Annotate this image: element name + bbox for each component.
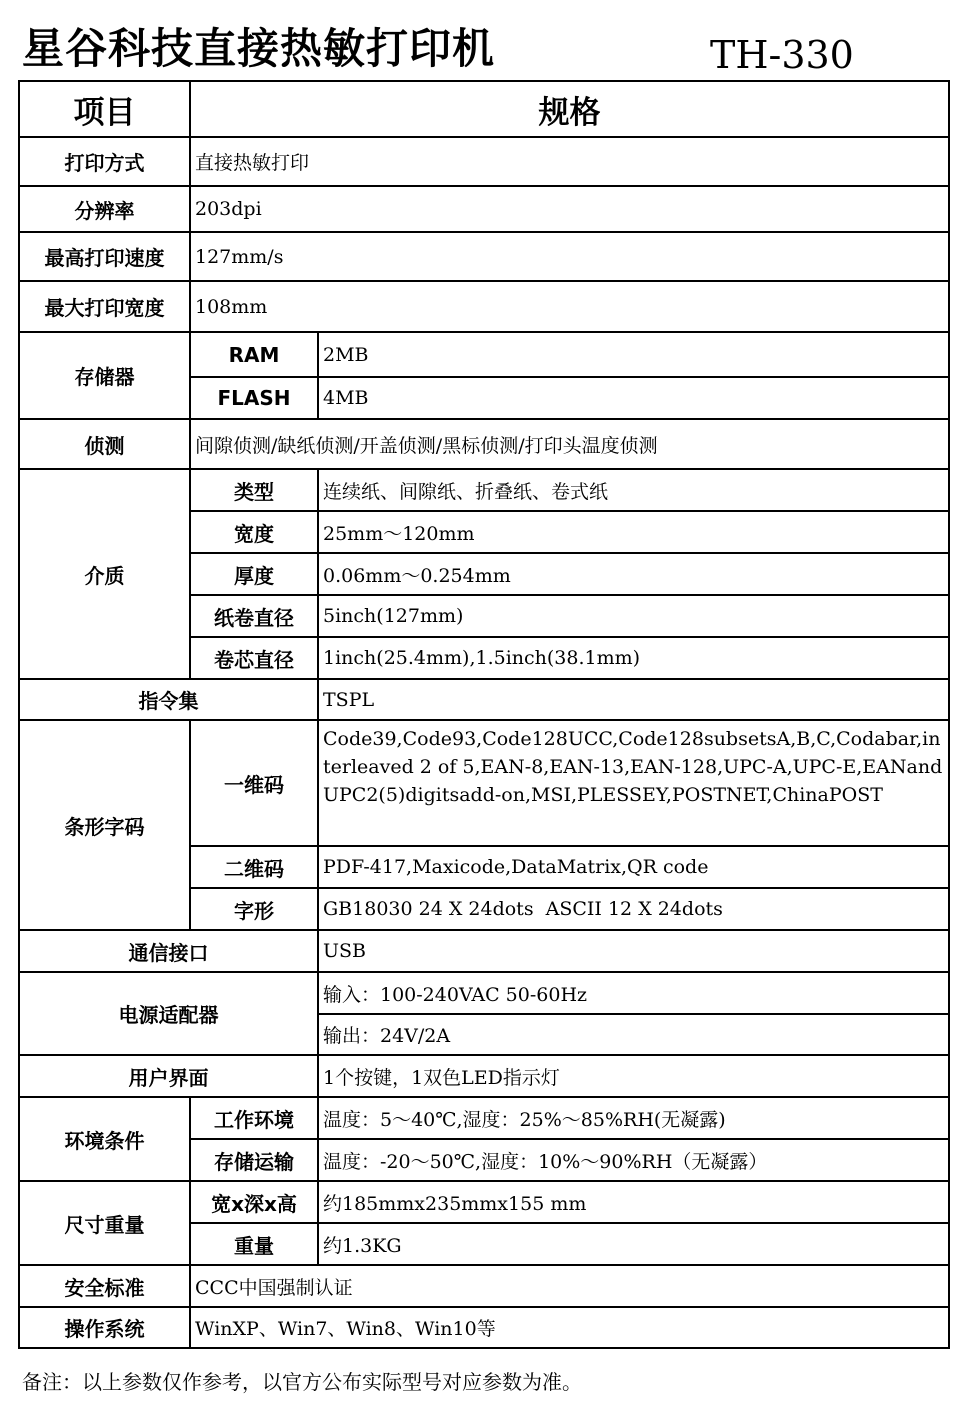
row-value: 输入：100-240VAC 50-60Hz [318, 972, 949, 1014]
sub-label: 卷芯直径 [190, 637, 318, 679]
row-label: 环境条件 [19, 1097, 190, 1181]
row-value: 输出：24V/2A [318, 1014, 949, 1055]
table-row [19, 332, 949, 377]
row-value: USB [318, 930, 949, 972]
row-value: 25mm～120mm [318, 511, 949, 553]
sub-label: 厚度 [190, 553, 318, 595]
row-value: 直接热敏打印 [190, 137, 949, 186]
row-label: 尺寸重量 [19, 1181, 190, 1265]
row-label: 用户界面 [19, 1055, 318, 1097]
row-label: 最大打印宽度 [19, 281, 190, 332]
row-value: 1个按键，1双色LED指示灯 [318, 1055, 949, 1097]
document-title: 星谷科技直接热敏打印机 [22, 24, 496, 73]
row-value: 连续纸、间隙纸、折叠纸、卷式纸 [318, 469, 949, 511]
table-row [19, 972, 949, 1014]
row-label: 电源适配器 [19, 972, 318, 1055]
sub-label: 类型 [190, 469, 318, 511]
table-row [19, 469, 949, 511]
table-row [19, 1265, 949, 1307]
footnote: 备注：以上参数仅作参考，以官方公布实际型号对应参数为准。 [22, 1370, 582, 1394]
row-value: 127mm/s [190, 232, 949, 281]
row-label: 安全标准 [19, 1265, 190, 1307]
sub-label: 宽度 [190, 511, 318, 553]
row-value: 1inch(25.4mm),1.5inch(38.1mm) [318, 637, 949, 679]
table-row [19, 137, 949, 186]
table-header-row [19, 81, 949, 137]
row-value: 2MB [318, 332, 949, 377]
row-value: 温度：-20～50℃,湿度：10%～90%RH（无凝露） [318, 1139, 949, 1181]
sub-label: 字形 [190, 888, 318, 930]
row-value: 温度：5～40℃,湿度：25%～85%RH(无凝露) [318, 1097, 949, 1139]
sub-label: 工作环境 [190, 1097, 318, 1139]
row-value: 4MB [318, 377, 949, 419]
sub-label: 宽x深x高 [190, 1181, 318, 1223]
table-row [19, 1055, 949, 1097]
table-row [19, 419, 949, 469]
row-label: 指令集 [19, 679, 318, 720]
row-value: CCC中国强制认证 [190, 1265, 949, 1307]
row-value: 约185mmx235mmx155 mm [318, 1181, 949, 1223]
row-label: 分辨率 [19, 186, 190, 232]
row-label: 操作系统 [19, 1307, 190, 1348]
row-label: 最高打印速度 [19, 232, 190, 281]
sub-label: RAM [190, 332, 318, 377]
row-value: PDF-417,Maxicode,DataMatrix,QR code [318, 846, 949, 888]
sub-label: 存储运输 [190, 1139, 318, 1181]
row-label: 通信接口 [19, 930, 318, 972]
row-label: 侦测 [19, 419, 190, 469]
row-value: GB18030 24 X 24dots ASCII 12 X 24dots [318, 888, 949, 930]
table-row [19, 720, 949, 846]
table-row [19, 186, 949, 232]
table-row [19, 1307, 949, 1348]
row-label: 介质 [19, 469, 190, 679]
sub-label: FLASH [190, 377, 318, 419]
row-value: 108mm [190, 281, 949, 332]
table-row [19, 1097, 949, 1139]
model-number: TH-330 [710, 33, 854, 77]
table-row [19, 281, 949, 332]
sub-label: 重量 [190, 1223, 318, 1265]
row-value: Code39,Code93,Code128UCC,Code128subsetsA,B,C,Codabar,interleaved 2 of 5,EAN-8,EAN-13,EAN-128,UPC-A,UPC-E,EANandUPC2(5)digitsadd-on,MSI,PLESSEY,POSTNET,ChinaPOST [318, 720, 949, 846]
row-label: 存储器 [19, 332, 190, 419]
header-item: 项目 [19, 81, 190, 137]
row-value: TSPL [318, 679, 949, 720]
sub-label: 一维码 [190, 720, 318, 846]
row-value: 约1.3KG [318, 1223, 949, 1265]
row-label: 条形字码 [19, 720, 190, 930]
row-value: 203dpi [190, 186, 949, 232]
table-row [19, 232, 949, 281]
sub-label: 二维码 [190, 846, 318, 888]
row-value: 0.06mm～0.254mm [318, 553, 949, 595]
sub-label: 纸卷直径 [190, 595, 318, 637]
table-row [19, 930, 949, 972]
spec-table [18, 80, 950, 1349]
row-label: 打印方式 [19, 137, 190, 186]
row-value: WinXP、Win7、Win8、Win10等 [190, 1307, 949, 1348]
row-value: 5inch(127mm) [318, 595, 949, 637]
table-row [19, 1181, 949, 1223]
row-value: 间隙侦测/缺纸侦测/开盖侦测/黑标侦测/打印头温度侦测 [190, 419, 949, 469]
table-row [19, 679, 949, 720]
header-spec: 规格 [190, 81, 949, 137]
